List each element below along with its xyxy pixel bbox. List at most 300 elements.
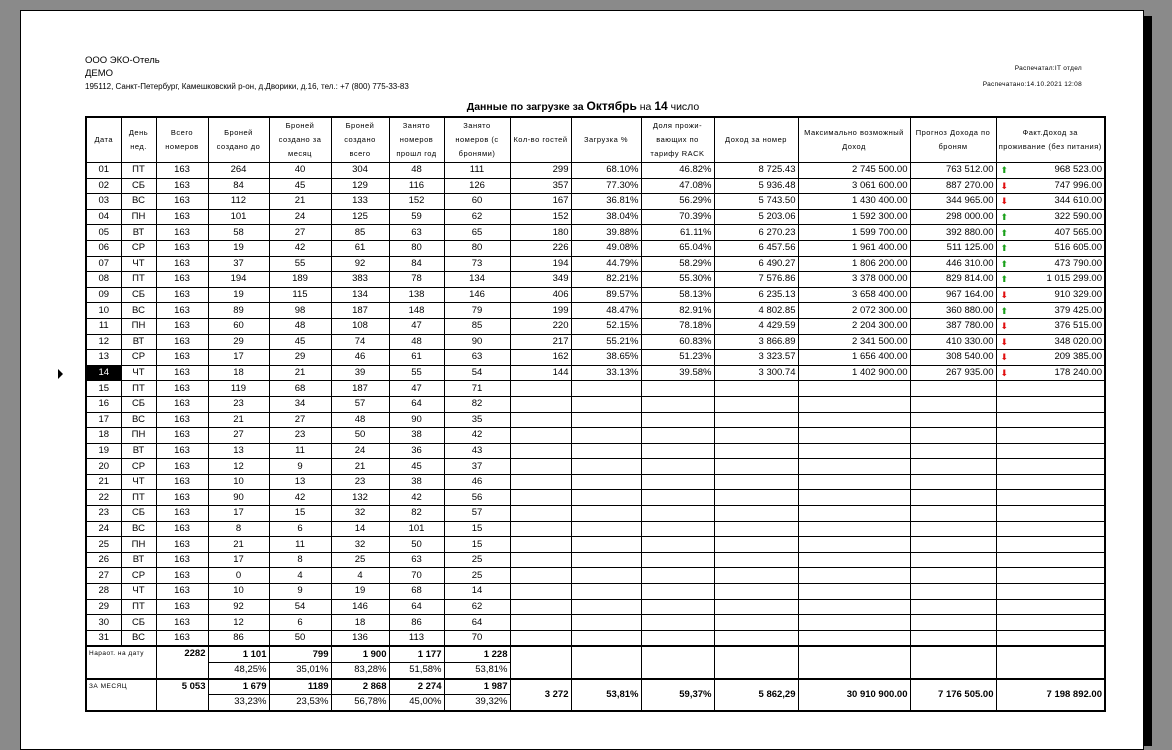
trend-up-icon: ⬆ (1000, 165, 1009, 176)
occupancy-pct: 77.30% (571, 178, 641, 194)
actual-revenue-value: 968 523.00 (1054, 164, 1102, 176)
max-revenue (798, 630, 910, 646)
bookings-before: 10 (208, 584, 269, 600)
revenue-per-room (714, 381, 798, 397)
date: 28 (86, 584, 121, 600)
forecast-revenue (910, 537, 996, 553)
revenue-per-room (714, 552, 798, 568)
occupancy-pct: 39.88% (571, 225, 641, 241)
bookings-before: 0 (208, 568, 269, 584)
occupied-last-year: 48 (389, 334, 444, 350)
bookings-month: 13 (269, 474, 331, 490)
bookings-before: 17 (208, 552, 269, 568)
occupied-last-year: 82 (389, 506, 444, 522)
revenue-per-room: 6 457.56 (714, 240, 798, 256)
max-revenue (798, 459, 910, 475)
table-row[interactable] (86, 552, 1105, 568)
occupied-with-bookings: 14 (444, 584, 510, 600)
guests (510, 584, 571, 600)
rack-share: 39.58% (641, 365, 714, 381)
total-rooms: 163 (156, 615, 208, 631)
occupied-last-year: 68 (389, 584, 444, 600)
bookings-month: 21 (269, 194, 331, 210)
date: 03 (86, 194, 121, 210)
date: 09 (86, 287, 121, 303)
table-row[interactable] (86, 334, 1105, 350)
revenue-per-room (714, 584, 798, 600)
total-rooms: 163 (156, 506, 208, 522)
rack-share: 70.39% (641, 209, 714, 225)
guests: 220 (510, 318, 571, 334)
rack-share: 58.29% (641, 256, 714, 272)
totals-adr (714, 646, 798, 678)
table-row[interactable] (86, 428, 1105, 444)
occupied-last-year: 63 (389, 552, 444, 568)
date: 16 (86, 396, 121, 412)
bookings-before: 86 (208, 630, 269, 646)
occupied-with-bookings: 65 (444, 225, 510, 241)
bookings-before: 119 (208, 381, 269, 397)
column-header: Максимально возможный Доход (798, 117, 910, 163)
rack-share (641, 428, 714, 444)
date: 27 (86, 568, 121, 584)
forecast-revenue (910, 584, 996, 600)
bookings-total: 187 (331, 303, 389, 319)
guests (510, 537, 571, 553)
totals-b3: 2 868 (331, 679, 389, 695)
bookings-month: 8 (269, 552, 331, 568)
forecast-revenue: 387 780.00 (910, 318, 996, 334)
bookings-before: 19 (208, 287, 269, 303)
max-revenue: 1 806 200.00 (798, 256, 910, 272)
occupied-with-bookings: 43 (444, 443, 510, 459)
actual-revenue (996, 303, 1105, 319)
weekday: СБ (121, 287, 156, 303)
total-rooms: 163 (156, 318, 208, 334)
table-row[interactable] (86, 568, 1105, 584)
trend-down-icon: ⬇ (1000, 196, 1009, 207)
occupied-with-bookings: 126 (444, 178, 510, 194)
table-row[interactable] (86, 287, 1105, 303)
print-info (983, 61, 1082, 93)
bookings-total: 146 (331, 599, 389, 615)
occupancy-pct: 44.79% (571, 256, 641, 272)
actual-revenue-value: 348 020.00 (1054, 335, 1102, 347)
actual-revenue (996, 209, 1105, 225)
rack-share: 51.23% (641, 350, 714, 366)
rack-share: 55.30% (641, 272, 714, 288)
trend-up-icon: ⬆ (1000, 212, 1009, 223)
total-rooms: 163 (156, 381, 208, 397)
table-row[interactable] (86, 506, 1105, 522)
max-revenue: 3 658 400.00 (798, 287, 910, 303)
bookings-before: 60 (208, 318, 269, 334)
guests: 167 (510, 194, 571, 210)
forecast-revenue: 392 880.00 (910, 225, 996, 241)
bookings-month: 189 (269, 272, 331, 288)
date: 19 (86, 443, 121, 459)
actual-revenue (996, 381, 1105, 397)
max-revenue (798, 584, 910, 600)
max-revenue: 2 204 300.00 (798, 318, 910, 334)
occupied-last-year: 48 (389, 163, 444, 179)
occupied-last-year: 138 (389, 287, 444, 303)
guests: 406 (510, 287, 571, 303)
occupancy-pct: 68.10% (571, 163, 641, 179)
max-revenue: 1 961 400.00 (798, 240, 910, 256)
org-subtitle: ДЕМО (85, 68, 114, 79)
forecast-revenue: 308 540.00 (910, 350, 996, 366)
revenue-per-room: 8 725.43 (714, 163, 798, 179)
occupancy-pct (571, 568, 641, 584)
revenue-per-room (714, 568, 798, 584)
occupied-last-year: 59 (389, 209, 444, 225)
table-row[interactable] (86, 350, 1105, 366)
revenue-per-room: 7 576.86 (714, 272, 798, 288)
guests: 162 (510, 350, 571, 366)
table-row[interactable] (86, 521, 1105, 537)
totals-row-to_date (86, 646, 1105, 662)
forecast-revenue (910, 506, 996, 522)
column-header: Доля прожи-вающих по тарифу RACK (641, 117, 714, 163)
max-revenue: 1 592 300.00 (798, 209, 910, 225)
bookings-before: 89 (208, 303, 269, 319)
table-row[interactable] (86, 537, 1105, 553)
bookings-month: 42 (269, 490, 331, 506)
table-row[interactable] (86, 412, 1105, 428)
bookings-total: 383 (331, 272, 389, 288)
guests: 299 (510, 163, 571, 179)
occupied-last-year: 64 (389, 599, 444, 615)
table-row[interactable] (86, 443, 1105, 459)
actual-revenue (996, 521, 1105, 537)
totals-a: 7 198 892.00 (996, 679, 1105, 711)
table-row[interactable] (86, 256, 1105, 272)
max-revenue: 1 599 700.00 (798, 225, 910, 241)
bookings-before: 12 (208, 459, 269, 475)
actual-revenue (996, 459, 1105, 475)
bookings-before: 58 (208, 225, 269, 241)
table-row[interactable] (86, 225, 1105, 241)
column-header: Загрузка % (571, 117, 641, 163)
occupied-last-year: 80 (389, 240, 444, 256)
column-header: Факт.Доход за проживание (без питания) (996, 117, 1105, 163)
occupied-with-bookings: 70 (444, 630, 510, 646)
actual-revenue (996, 568, 1105, 584)
org-address: 195112, Санкт-Петербург, Камешковский р-он, д.Дворики, д.16, тел.: +7 (800) 775-33-83 (85, 82, 409, 91)
bookings-month: 11 (269, 443, 331, 459)
table-row[interactable] (86, 490, 1105, 506)
max-revenue (798, 568, 910, 584)
totals-rooms: 5 053 (156, 679, 208, 711)
occupied-with-bookings: 60 (444, 194, 510, 210)
rack-share (641, 396, 714, 412)
occupied-with-bookings: 54 (444, 365, 510, 381)
totals-label: ЗА МЕСЯЦ (86, 679, 156, 711)
occupancy-pct (571, 552, 641, 568)
occupied-last-year: 36 (389, 443, 444, 459)
occupancy-pct (571, 537, 641, 553)
totals-pct-b1: 48,25% (208, 663, 269, 679)
max-revenue (798, 537, 910, 553)
totals-b2: 799 (269, 646, 331, 662)
occupancy-pct (571, 506, 641, 522)
occupied-last-year: 38 (389, 428, 444, 444)
bookings-month: 23 (269, 428, 331, 444)
total-rooms: 163 (156, 396, 208, 412)
total-rooms: 163 (156, 412, 208, 428)
revenue-per-room (714, 630, 798, 646)
table-row[interactable] (86, 318, 1105, 334)
rack-share (641, 537, 714, 553)
title-suffix: число (670, 101, 700, 113)
actual-revenue-value: 344 610.00 (1054, 195, 1102, 207)
total-rooms: 163 (156, 552, 208, 568)
occupied-with-bookings: 25 (444, 552, 510, 568)
total-rooms: 163 (156, 490, 208, 506)
occupancy-pct: 38.65% (571, 350, 641, 366)
table-row[interactable] (86, 459, 1105, 475)
bookings-month: 115 (269, 287, 331, 303)
forecast-revenue (910, 630, 996, 646)
bookings-before: 21 (208, 412, 269, 428)
totals-f (910, 646, 996, 678)
table-row[interactable] (86, 584, 1105, 600)
bookings-before: 8 (208, 521, 269, 537)
table-row[interactable] (86, 194, 1105, 210)
trend-down-icon: ⬇ (1000, 352, 1009, 363)
guests: 349 (510, 272, 571, 288)
totals-pct-o: 53,81% (444, 663, 510, 679)
max-revenue (798, 599, 910, 615)
table-row[interactable] (86, 381, 1105, 397)
bookings-before: 19 (208, 240, 269, 256)
actual-revenue (996, 365, 1105, 381)
guests (510, 396, 571, 412)
occupied-last-year: 113 (389, 630, 444, 646)
weekday: ПТ (121, 163, 156, 179)
actual-revenue (996, 256, 1105, 272)
occupancy-pct: 89.57% (571, 287, 641, 303)
rack-share (641, 568, 714, 584)
weekday: ВС (121, 194, 156, 210)
guests (510, 428, 571, 444)
bookings-month: 15 (269, 506, 331, 522)
actual-revenue-value: 376 515.00 (1054, 320, 1102, 332)
occupied-last-year: 70 (389, 568, 444, 584)
table-row[interactable] (86, 272, 1105, 288)
guests (510, 630, 571, 646)
revenue-per-room (714, 443, 798, 459)
weekday: СБ (121, 178, 156, 194)
revenue-per-room: 5 203.06 (714, 209, 798, 225)
bookings-total: 14 (331, 521, 389, 537)
actual-revenue (996, 178, 1105, 194)
guests (510, 506, 571, 522)
column-header: Доход за номер (714, 117, 798, 163)
actual-revenue (996, 537, 1105, 553)
totals-a (996, 646, 1105, 678)
column-header: Броней создано всего (331, 117, 389, 163)
totals-pct-b3: 56,78% (331, 695, 389, 711)
occupancy-table (85, 116, 1106, 712)
column-header: Дата (86, 117, 121, 163)
bookings-before: 12 (208, 615, 269, 631)
total-rooms: 163 (156, 178, 208, 194)
rack-share: 60.83% (641, 334, 714, 350)
weekday: СР (121, 350, 156, 366)
total-rooms: 163 (156, 225, 208, 241)
bookings-total: 187 (331, 381, 389, 397)
bookings-total: 129 (331, 178, 389, 194)
revenue-per-room: 4 802.85 (714, 303, 798, 319)
max-revenue: 1 402 900.00 (798, 365, 910, 381)
table-row[interactable] (86, 240, 1105, 256)
table-row[interactable] (86, 599, 1105, 615)
bookings-total: 32 (331, 537, 389, 553)
rack-share (641, 521, 714, 537)
totals-b1: 1 679 (208, 679, 269, 695)
actual-revenue (996, 194, 1105, 210)
guests (510, 599, 571, 615)
table-row[interactable] (86, 209, 1105, 225)
actual-revenue-value: 407 565.00 (1054, 226, 1102, 238)
trend-down-icon: ⬇ (1000, 321, 1009, 332)
revenue-per-room: 5 743.50 (714, 194, 798, 210)
totals-g (510, 646, 571, 678)
forecast-revenue (910, 490, 996, 506)
rack-share (641, 381, 714, 397)
weekday: ПТ (121, 599, 156, 615)
occupied-with-bookings: 25 (444, 568, 510, 584)
trend-down-icon: ⬇ (1000, 336, 1009, 347)
date: 23 (86, 506, 121, 522)
total-rooms: 163 (156, 568, 208, 584)
weekday: ВС (121, 303, 156, 319)
rack-share: 47.08% (641, 178, 714, 194)
table-row[interactable] (86, 365, 1105, 381)
row-pointer-icon (58, 369, 63, 379)
bookings-month: 42 (269, 240, 331, 256)
occupied-with-bookings: 15 (444, 521, 510, 537)
trend-up-icon: ⬆ (1000, 274, 1009, 285)
total-rooms: 163 (156, 428, 208, 444)
bookings-before: 21 (208, 537, 269, 553)
bookings-before: 17 (208, 350, 269, 366)
totals-rooms: 2282 (156, 646, 208, 678)
occupied-last-year: 148 (389, 303, 444, 319)
occupancy-pct: 52.15% (571, 318, 641, 334)
date: 26 (86, 552, 121, 568)
bookings-month: 54 (269, 599, 331, 615)
printed-by: Распечатал:IT отдел (1014, 65, 1082, 72)
forecast-revenue: 446 310.00 (910, 256, 996, 272)
rack-share (641, 599, 714, 615)
bookings-total: 85 (331, 225, 389, 241)
table-header-row (86, 117, 1105, 163)
max-revenue (798, 552, 910, 568)
total-rooms: 163 (156, 334, 208, 350)
table-row[interactable] (86, 396, 1105, 412)
printed-at: Распечатано:14.10.2021 12:08 (982, 81, 1082, 88)
table-row[interactable] (86, 474, 1105, 490)
guests (510, 412, 571, 428)
bookings-before: 27 (208, 428, 269, 444)
occupancy-pct: 49.08% (571, 240, 641, 256)
totals-pct-o: 39,32% (444, 695, 510, 711)
revenue-per-room (714, 474, 798, 490)
occupied-last-year: 45 (389, 459, 444, 475)
date: 13 (86, 350, 121, 366)
occupancy-pct (571, 381, 641, 397)
column-header: День нед. (121, 117, 156, 163)
date: 30 (86, 615, 121, 631)
bookings-total: 46 (331, 350, 389, 366)
bookings-month: 50 (269, 630, 331, 646)
max-revenue: 3 378 000.00 (798, 272, 910, 288)
actual-revenue-value: 516 605.00 (1054, 242, 1102, 254)
forecast-revenue (910, 552, 996, 568)
bookings-month: 11 (269, 537, 331, 553)
guests (510, 615, 571, 631)
occupied-with-bookings: 82 (444, 396, 510, 412)
bookings-month: 4 (269, 568, 331, 584)
occupied-with-bookings: 35 (444, 412, 510, 428)
date: 18 (86, 428, 121, 444)
actual-revenue (996, 272, 1105, 288)
table-row[interactable] (86, 630, 1105, 646)
table-row[interactable] (86, 178, 1105, 194)
revenue-per-room (714, 521, 798, 537)
actual-revenue (996, 506, 1105, 522)
occupied-with-bookings: 15 (444, 537, 510, 553)
occupancy-pct: 36.81% (571, 194, 641, 210)
bookings-month: 9 (269, 459, 331, 475)
occupied-last-year: 116 (389, 178, 444, 194)
actual-revenue (996, 287, 1105, 303)
forecast-revenue (910, 428, 996, 444)
bookings-before: 101 (208, 209, 269, 225)
total-rooms: 163 (156, 209, 208, 225)
forecast-revenue (910, 381, 996, 397)
rack-share (641, 630, 714, 646)
max-revenue (798, 615, 910, 631)
actual-revenue-value: 473 790.00 (1054, 257, 1102, 269)
guests (510, 521, 571, 537)
weekday: ВС (121, 630, 156, 646)
actual-revenue-value: 1 015 299.00 (1046, 273, 1102, 285)
weekday: ПТ (121, 272, 156, 288)
forecast-revenue: 298 000.00 (910, 209, 996, 225)
forecast-revenue: 967 164.00 (910, 287, 996, 303)
bookings-month: 48 (269, 318, 331, 334)
bookings-total: 19 (331, 584, 389, 600)
table-row[interactable] (86, 163, 1105, 179)
guests (510, 443, 571, 459)
total-rooms: 163 (156, 256, 208, 272)
table-row[interactable] (86, 303, 1105, 319)
bookings-month: 9 (269, 584, 331, 600)
occupancy-pct (571, 412, 641, 428)
revenue-per-room (714, 396, 798, 412)
occupancy-pct: 38.04% (571, 209, 641, 225)
totals-r: 59,37% (641, 679, 714, 711)
forecast-revenue (910, 599, 996, 615)
occupied-last-year: 47 (389, 318, 444, 334)
guests: 144 (510, 365, 571, 381)
table-row[interactable] (86, 615, 1105, 631)
weekday: СР (121, 459, 156, 475)
